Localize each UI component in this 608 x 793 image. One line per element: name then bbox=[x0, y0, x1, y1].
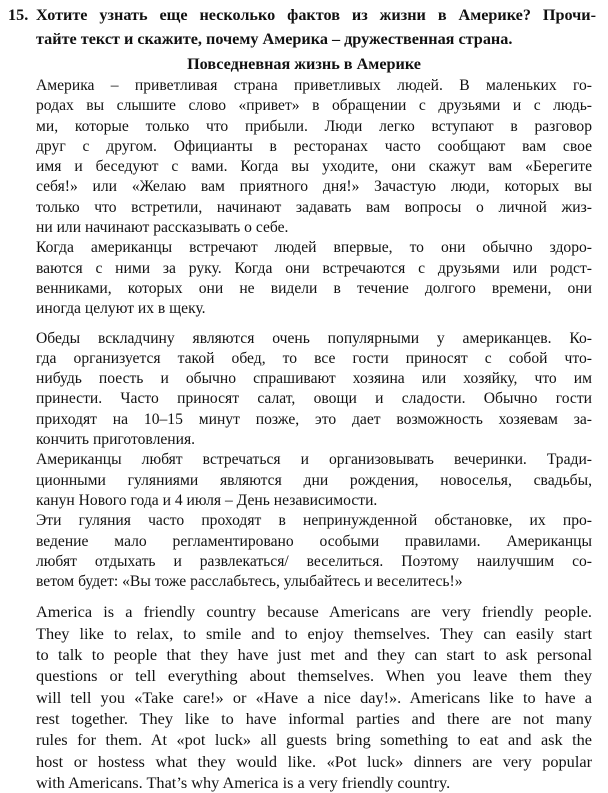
text-line: ни или начинают рассказывать о себе. bbox=[36, 219, 289, 237]
text-line: ветом будет: «Вы тоже расслабьтесь, улыбайтесь и веселитесь!» bbox=[36, 573, 463, 591]
text-line: принести. Часто приносят салат, овощи и сладости. Обычно гости bbox=[36, 390, 592, 408]
task-line: Хотите узнать еще несколько фактов из жизни в Америке? Прочи- bbox=[36, 6, 596, 24]
text-line: только что встретили, начинают задавать вам вопросы о личной жиз- bbox=[36, 198, 592, 216]
text-line: questions or tell everything about themselves. When you leave them they bbox=[36, 666, 592, 686]
task-instruction bbox=[0, 0, 608, 51]
paragraph bbox=[36, 76, 592, 238]
text-line: гда организуется такой обед, то все гости приносят с собой что- bbox=[36, 349, 592, 367]
text-line: host or hostess what they would like. «Pot luck» dinners are very popular bbox=[36, 751, 592, 771]
text-line: ми, которые только что прибыли. Люди легко вступают в разговор bbox=[36, 117, 592, 135]
text-line: приходят на 10–15 минут позже, это дает возможность хозяевам за- bbox=[36, 410, 592, 428]
text-line: Обеды вскладчину являются очень популярными у американцев. Ко- bbox=[36, 329, 592, 347]
text-line: ваются с ними за руку. Когда они встречаются с друзьями или родст- bbox=[36, 259, 592, 277]
text-line: любят отдыхать и развлекаться/ веселиться. Поэтому наилучшим со- bbox=[36, 552, 592, 570]
text-line: rest together. They like to have informal parties and there are not many bbox=[36, 708, 592, 728]
paragraph bbox=[36, 511, 592, 592]
text-line: кончить приготовления. bbox=[36, 431, 196, 449]
text-line: with Americans. That’s why America is a very friendly country. bbox=[36, 772, 451, 792]
text-line: иногда целуют их в щеку. bbox=[36, 300, 206, 318]
text-line: rules for them. At «pot luck» all guests bring something to eat and ask the bbox=[36, 730, 592, 750]
paragraph bbox=[36, 238, 592, 319]
text-line: ционными гуляниями являются дни рождения, новоселья, свадьбы, bbox=[36, 471, 592, 489]
task-number: 15. bbox=[8, 6, 29, 24]
text-line: to talk to people that they have just met and they can start to ask personal bbox=[36, 645, 592, 665]
text-line: себя!» или «Желаю вам приятного дня!» Зачастую люди, которых вы bbox=[36, 178, 592, 196]
text-line: нибудь поесть и обычно спрашивают хозяина или хозяйку, что им bbox=[36, 370, 592, 388]
text-line: родах вы слышите слово «привет» в обращении с друзьями и с людь- bbox=[36, 97, 592, 115]
text-line: венниками, которых они не видели в течение долгого времени, они bbox=[36, 279, 592, 297]
text-line: will tell you «Take care!» or «Have a nice day!». Americans like to have a bbox=[36, 687, 592, 707]
text-line: канун Нового года и 4 июля – День независимости. bbox=[36, 491, 378, 509]
english-answer bbox=[36, 601, 592, 793]
text-line: They like to relax, to smile and to enjoy themselves. They can easily start bbox=[36, 623, 592, 643]
paragraph bbox=[36, 450, 592, 511]
text-line: Когда американцы встречают людей впервые, то они обычно здоро- bbox=[36, 239, 592, 257]
russian-text bbox=[36, 76, 592, 592]
text-line: America is a friendly country because Americans are very friendly people. bbox=[36, 602, 592, 622]
text-line: Америка – приветливая страна приветливых людей. В маленьких го- bbox=[36, 77, 592, 94]
text-line: имя и беседуют с вами. Когда вы уходите, они скажут вам «Берегите bbox=[36, 158, 592, 176]
text-line: ведение мало регламентировано особыми правилами. Американцы bbox=[36, 532, 592, 550]
text-line: друг с другом. Официанты в ресторанах часто сообщают вам свое bbox=[36, 137, 592, 155]
text-line: Американцы любят встречаться и организовывать вечеринки. Тради- bbox=[36, 451, 592, 469]
text-line: Эти гуляния часто проходят в непринужденной обстановке, их про- bbox=[36, 512, 592, 530]
paragraph bbox=[36, 329, 592, 451]
task-line: тайте текст и скажите, почему Америка – дружественная страна. bbox=[36, 30, 513, 48]
text-heading: Повседневная жизнь в Америке bbox=[187, 55, 421, 73]
